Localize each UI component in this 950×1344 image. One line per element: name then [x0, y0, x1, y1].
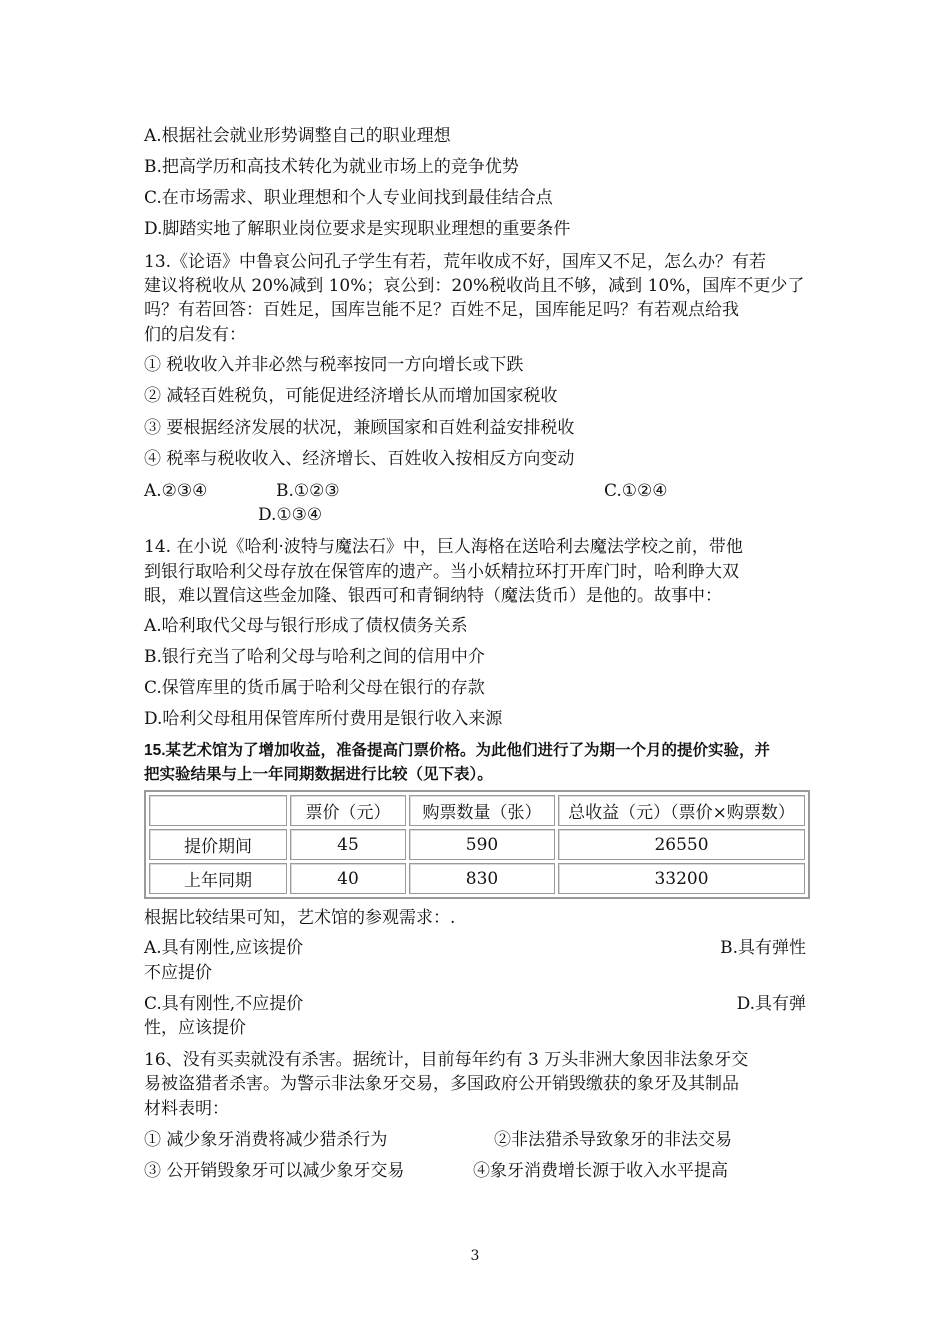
table-cell: 45 [290, 829, 406, 860]
q16-item-4: ④象牙消费增长源于收入水平提高 [473, 1161, 728, 1181]
q15-option-c: C.具有刚性,不应提价 [144, 994, 304, 1014]
q13-stem-line: 们的启发有： [144, 325, 246, 345]
q16-item-3: ③ 公开销毁象牙可以减少象牙交易 [144, 1161, 405, 1181]
table-cell: 590 [409, 829, 555, 860]
q13-option-a: A.②③④ [144, 481, 208, 501]
q15-stem-line: 15.某艺术馆为了增加收益，准备提高门票价格。为此他们进行了为期一个月的提价实验，并 [144, 742, 771, 759]
q16-item-2: ②非法猎杀导致象牙的非法交易 [494, 1130, 732, 1150]
table-cell: 提价期间 [149, 829, 287, 860]
q13-option-d: D.①③④ [258, 505, 323, 525]
q14-option-d: D.哈利父母租用保管库所付费用是银行收入来源 [144, 709, 503, 729]
q13-item-4: ④ 税率与税收收入、经济增长、百姓收入按相反方向变动 [144, 449, 575, 469]
table-header-cell [149, 795, 287, 826]
q13-option-c: C.①②④ [604, 481, 668, 501]
table-cell: 33200 [558, 863, 805, 894]
q14-stem-line: 到银行取哈利父母存放在保管库的遗产。当小妖精拉环打开库门时，哈利睁大双 [144, 562, 739, 582]
q12-option-c: C.在市场需求、职业理想和个人专业间找到最佳结合点 [144, 188, 553, 208]
q14-option-b: B.银行充当了哈利父母与哈利之间的信用中介 [144, 647, 485, 667]
q16-stem-line: 易被盗猎者杀害。为警示非法象牙交易，多国政府公开销毁缴获的象牙及其制品 [144, 1074, 739, 1094]
q15-option-b: B.具有弹性 [720, 938, 806, 958]
page-number: 3 [470, 1248, 480, 1264]
q16-stem-line: 16、没有买卖就没有杀害。据统计，目前每年约有 3 万头非洲大象因非法象牙交 [144, 1050, 749, 1070]
q15-option-b-continued: 不应提价 [144, 963, 212, 983]
q15-option-a: A.具有刚性,应该提价 [144, 938, 304, 958]
q12-option-d: D.脚踏实地了解职业岗位要求是实现职业理想的重要条件 [144, 219, 571, 239]
q12-option-a: A.根据社会就业形势调整自己的职业理想 [144, 126, 451, 146]
table-header-cell: 购票数量（张） [409, 795, 555, 826]
table-header-cell: 票价（元） [290, 795, 406, 826]
q15-option-d-continued: 性，应该提价 [144, 1018, 246, 1038]
q16-stem-line: 材料表明： [144, 1099, 229, 1119]
table-row [149, 863, 805, 894]
q13-item-1: ① 税收收入并非必然与税率按同一方向增长或下跌 [144, 355, 524, 375]
table-header-row [149, 795, 805, 826]
q14-option-c: C.保管库里的货币属于哈利父母在银行的存款 [144, 678, 485, 698]
q15-after-table: 根据比较结果可知，艺术馆的参观需求：. [144, 908, 456, 928]
q13-item-2: ② 减轻百姓税负，可能促进经济增长从而增加国家税收 [144, 386, 558, 406]
q13-stem-line: 13.《论语》中鲁哀公问孔子学生有若，荒年收成不好，国库又不足，怎么办？有若 [144, 252, 767, 272]
table-cell: 40 [290, 863, 406, 894]
q14-stem-line: 眼，难以置信这些金加隆、银西可和青铜纳特（魔法货币）是他的。故事中： [144, 586, 722, 606]
q15-option-d: D.具有弹 [736, 994, 806, 1014]
q13-stem-line: 吗？有若回答：百姓足，国库岂能不足？百姓不足，国库能足吗？有若观点给我 [144, 300, 739, 320]
q14-option-a: A.哈利取代父母与银行形成了债权债务关系 [144, 616, 468, 636]
table-header-cell: 总收益（元）（票价×购票数） [558, 795, 805, 826]
q13-option-b: B.①②③ [276, 481, 340, 501]
q13-stem-line: 建议将税收从 20%减到 10%；哀公到：20%税收尚且不够，减到 10%，国库不更少了 [144, 276, 805, 296]
q13-item-3: ③ 要根据经济发展的状况，兼顾国家和百姓利益安排税收 [144, 418, 575, 438]
q14-stem-line: 14. 在小说《哈利·波特与魔法石》中，巨人海格在送哈利去魔法学校之前，带他 [144, 537, 743, 557]
table-row [149, 829, 805, 860]
q15-data-table [144, 790, 810, 899]
q16-item-1: ① 减少象牙消费将减少猎杀行为 [144, 1130, 388, 1150]
q15-stem-line: 把实验结果与上一年同期数据进行比较（见下表）。 [144, 766, 493, 783]
table-cell: 26550 [558, 829, 805, 860]
table-cell: 830 [409, 863, 555, 894]
table-cell: 上年同期 [149, 863, 287, 894]
q12-option-b: B.把高学历和高技术转化为就业市场上的竞争优势 [144, 157, 519, 177]
